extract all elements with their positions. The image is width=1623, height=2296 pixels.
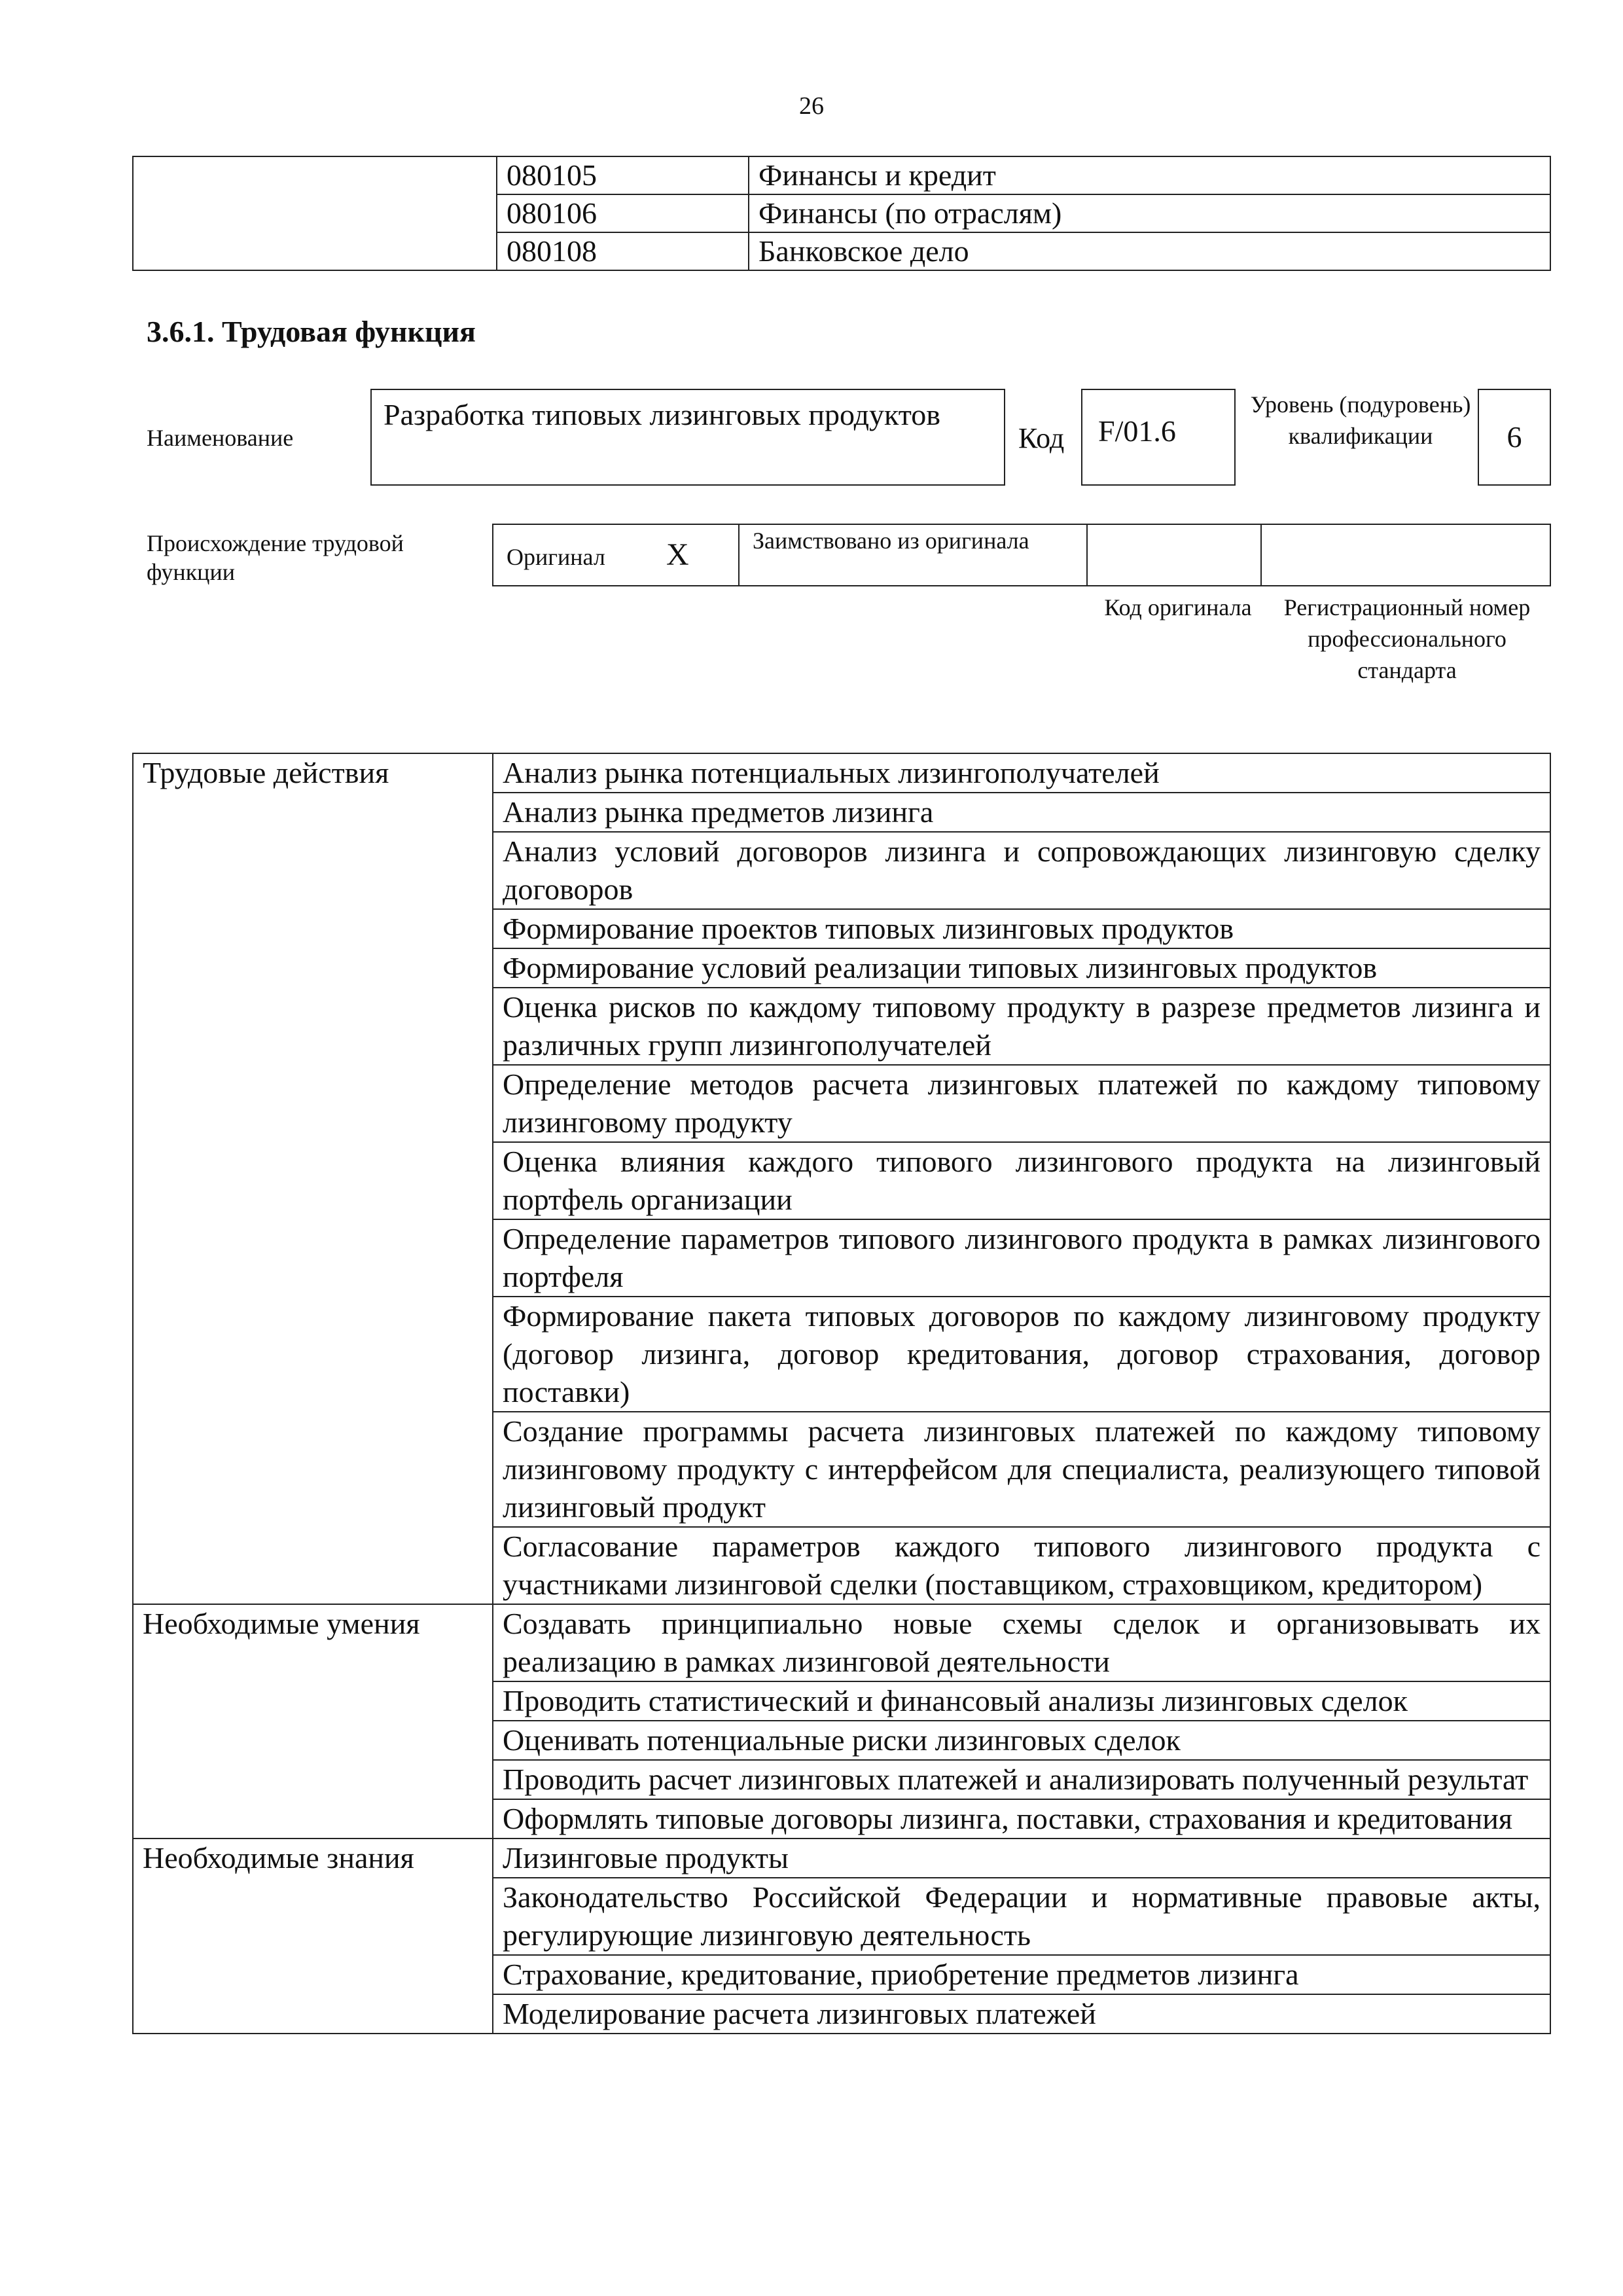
- specialty-code: 080108: [497, 232, 749, 270]
- level-value: 6: [1507, 420, 1522, 454]
- section-title: 3.6.1. Трудовая функция: [147, 315, 476, 348]
- table-item: Анализ рынка потенциальных лизингополучателей: [493, 753, 1550, 793]
- table-item: Лизинговые продукты: [493, 1839, 1550, 1878]
- reg-number-caption: Регистрационный номер профессионального стандарта: [1283, 594, 1531, 683]
- labor-function-table: [132, 753, 1551, 2034]
- specialty-name: Финансы (по отраслям): [749, 194, 1550, 232]
- table-item: Оформлять типовые договоры лизинга, поставки, страхования и кредитования: [493, 1799, 1550, 1839]
- table-item: Оценка влияния каждого типового лизингового продукта на лизинговый портфель организации: [493, 1142, 1550, 1219]
- table-item: Проводить расчет лизинговых платежей и анализировать полученный результат: [493, 1760, 1550, 1799]
- table-item: Проводить статистический и финансовый анализы лизинговых сделок: [493, 1681, 1550, 1721]
- level-field: [1478, 389, 1551, 486]
- table-item: Определение параметров типового лизингового продукта в рамках лизингового портфеля: [493, 1219, 1550, 1297]
- table-item: Моделирование расчета лизинговых платежей: [493, 1994, 1550, 2034]
- code-field: [1081, 389, 1236, 486]
- codes-row: [133, 156, 1550, 194]
- code-original-caption: Код оригинала: [1104, 594, 1252, 620]
- codes-blank-cell: [133, 156, 497, 270]
- table-item: Оценка рисков по каждому типовому продукту в разрезе предметов лизинга и различных групп лизингополучателей: [493, 988, 1550, 1065]
- specialty-code: 080105: [497, 156, 749, 194]
- table-row: [133, 1839, 1550, 1878]
- code-value: F/01.6: [1098, 414, 1176, 448]
- table-item: Формирование условий реализации типовых лизинговых продуктов: [493, 948, 1550, 988]
- table-item: Определение методов расчета лизинговых платежей по каждому типовому лизинговому продукту: [493, 1065, 1550, 1142]
- name-label: Наименование: [147, 425, 294, 451]
- specialty-name: Финансы и кредит: [749, 156, 1550, 194]
- original-label: Оригинал: [507, 544, 605, 570]
- table-row: [133, 753, 1550, 793]
- name-value: Разработка типовых лизинговых продуктов: [383, 398, 940, 431]
- table-item: Анализ рынка предметов лизинга: [493, 793, 1550, 832]
- section-category: Трудовые действия: [133, 753, 493, 1604]
- code-label: Код: [1018, 422, 1065, 454]
- table-item: Создание программы расчета лизинговых платежей по каждому типовому лизинговому продукту с интерфейсом для специалиста, реализующего типовой лизинговый продукт: [493, 1412, 1550, 1527]
- level-label: Уровень (подуровень) квалификации: [1250, 391, 1471, 449]
- name-field: [370, 389, 1005, 486]
- specialty-name: Банковское дело: [749, 232, 1550, 270]
- table-item: Оценивать потенциальные риски лизинговых сделок: [493, 1721, 1550, 1760]
- section-category: Необходимые умения: [133, 1604, 493, 1839]
- specialty-code: 080106: [497, 194, 749, 232]
- table-item: Согласование параметров каждого типового лизингового продукта с участниками лизинговой сделки (поставщиком, страховщиком, кредитором): [493, 1527, 1550, 1604]
- original-mark: X: [666, 537, 689, 572]
- table-item: Формирование проектов типовых лизинговых продуктов: [493, 909, 1550, 948]
- table-item: Создавать принципиально новые схемы сделок и организовывать их реализацию в рамках лизинговой деятельности: [493, 1604, 1550, 1681]
- origin-divider: [1086, 524, 1088, 586]
- borrowed-label: Заимствовано из оригинала: [753, 528, 1029, 554]
- table-item: Законодательство Российской Федерации и нормативные правовые акты, регулирующие лизинговую деятельность: [493, 1878, 1550, 1955]
- table-item: Страхование, кредитование, приобретение предметов лизинга: [493, 1955, 1550, 1994]
- origin-divider: [738, 524, 740, 586]
- specialty-codes-table: [132, 156, 1551, 271]
- section-category: Необходимые знания: [133, 1839, 493, 2034]
- page-number: 26: [799, 92, 824, 120]
- table-item: Формирование пакета типовых договоров по каждому лизинговому продукту (договор лизинга, договор кредитования, договор страхования, договор поставки): [493, 1297, 1550, 1412]
- table-item: Анализ условий договоров лизинга и сопровождающих лизинговую сделку договоров: [493, 832, 1550, 909]
- table-row: [133, 1604, 1550, 1681]
- origin-divider: [1260, 524, 1262, 586]
- origin-label: Происхождение трудовой функции: [147, 530, 404, 585]
